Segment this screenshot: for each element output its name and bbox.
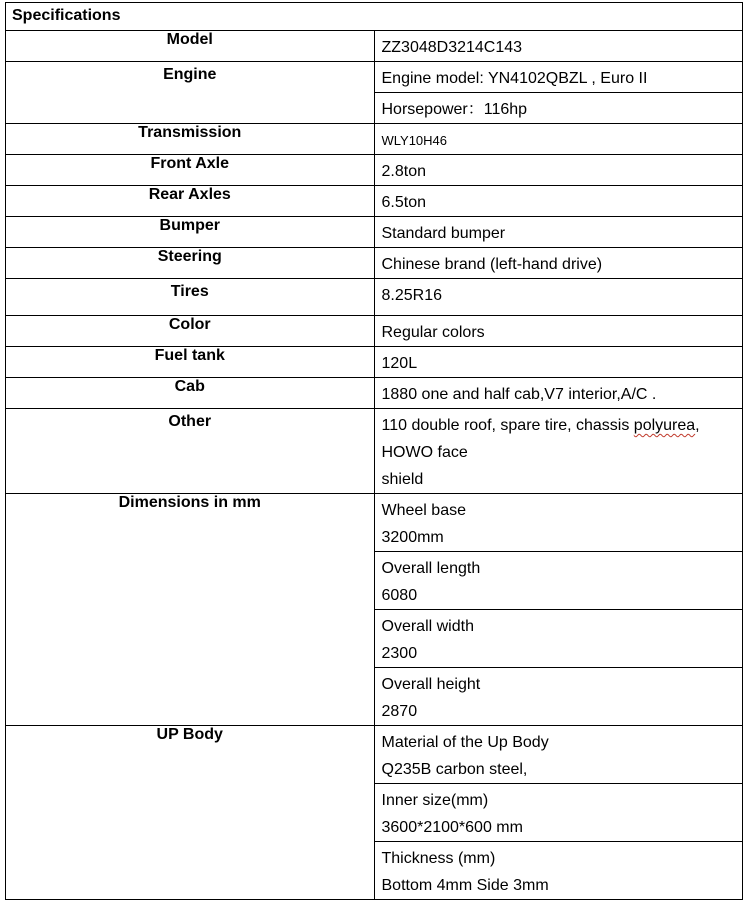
row-steering	[6, 248, 743, 279]
row-upbody-1	[6, 726, 743, 784]
label-up-body: UP Body	[6, 726, 375, 900]
value-front-axle: 2.8ton	[374, 155, 743, 186]
upbody-item	[374, 842, 743, 900]
dim-item	[374, 494, 743, 552]
table-title: Specifications	[6, 3, 743, 31]
row-cab	[6, 378, 743, 409]
upbody-item-value: 3600*2100*600 mm	[381, 819, 523, 836]
dim-item	[374, 552, 743, 610]
value-color: Regular colors	[374, 316, 743, 347]
row-dim-1	[6, 494, 743, 552]
label-color: Color	[6, 316, 375, 347]
value-tires: 8.25R16	[374, 279, 743, 316]
label-steering: Steering	[6, 248, 375, 279]
label-dimensions: Dimensions in mm	[6, 494, 375, 726]
upbody-item-name: Thickness (mm)	[381, 850, 496, 867]
spec-table	[5, 2, 743, 900]
label-tires: Tires	[6, 279, 375, 316]
row-transmission	[6, 124, 743, 155]
label-fuel-tank: Fuel tank	[6, 347, 375, 378]
upbody-item-value: Bottom 4mm Side 3mm	[381, 877, 549, 894]
value-engine-hp: Horsepower：116hp	[374, 93, 743, 124]
value-other	[374, 409, 743, 494]
row-tires	[6, 279, 743, 316]
upbody-item	[374, 726, 743, 784]
row-front-axle	[6, 155, 743, 186]
row-engine-1	[6, 62, 743, 93]
value-cab: 1880 one and half cab,V7 interior,A/C .	[374, 378, 743, 409]
upbody-item	[374, 784, 743, 842]
label-front-axle: Front Axle	[6, 155, 375, 186]
value-other-part-d: shield	[381, 471, 424, 488]
value-other-part-a: 110 double roof, spare tire, chassis	[381, 417, 634, 434]
value-steering: Chinese brand (left-hand drive)	[374, 248, 743, 279]
label-engine: Engine	[6, 62, 375, 124]
upbody-item-name: Inner size(mm)	[381, 792, 489, 809]
value-other-part-b: polyurea	[633, 417, 696, 434]
dim-item-value: 6080	[381, 587, 418, 604]
dim-item	[374, 668, 743, 726]
value-other-part-c: , HOWO face	[381, 417, 700, 461]
label-other: Other	[6, 409, 375, 494]
dim-item-value: 2300	[381, 645, 418, 662]
value-bumper: Standard bumper	[374, 217, 743, 248]
spec-sheet	[5, 2, 743, 900]
dim-item	[374, 610, 743, 668]
value-transmission: WLY10H46	[374, 124, 743, 155]
dim-item-name: Overall height	[381, 676, 481, 693]
title-row	[6, 3, 743, 31]
row-rear-axles	[6, 186, 743, 217]
row-other	[6, 409, 743, 494]
dim-item-name: Overall length	[381, 560, 481, 577]
dim-item-value: 3200mm	[381, 529, 444, 546]
label-transmission: Transmission	[6, 124, 375, 155]
upbody-item-value: Q235B carbon steel,	[381, 761, 528, 778]
value-fuel-tank: 120L	[374, 347, 743, 378]
label-cab: Cab	[6, 378, 375, 409]
label-rear-axles: Rear Axles	[6, 186, 375, 217]
value-model: ZZ3048D3214C143	[374, 31, 743, 62]
dim-item-value: 2870	[381, 703, 418, 720]
label-model: Model	[6, 31, 375, 62]
row-bumper	[6, 217, 743, 248]
label-bumper: Bumper	[6, 217, 375, 248]
value-engine-model: Engine model: YN4102QBZL , Euro II	[374, 62, 743, 93]
row-color	[6, 316, 743, 347]
dim-item-name: Wheel base	[381, 502, 466, 519]
dim-item-name: Overall width	[381, 618, 474, 635]
value-rear-axles: 6.5ton	[374, 186, 743, 217]
row-fuel-tank	[6, 347, 743, 378]
upbody-item-name: Material of the Up Body	[381, 734, 549, 751]
row-model	[6, 31, 743, 62]
